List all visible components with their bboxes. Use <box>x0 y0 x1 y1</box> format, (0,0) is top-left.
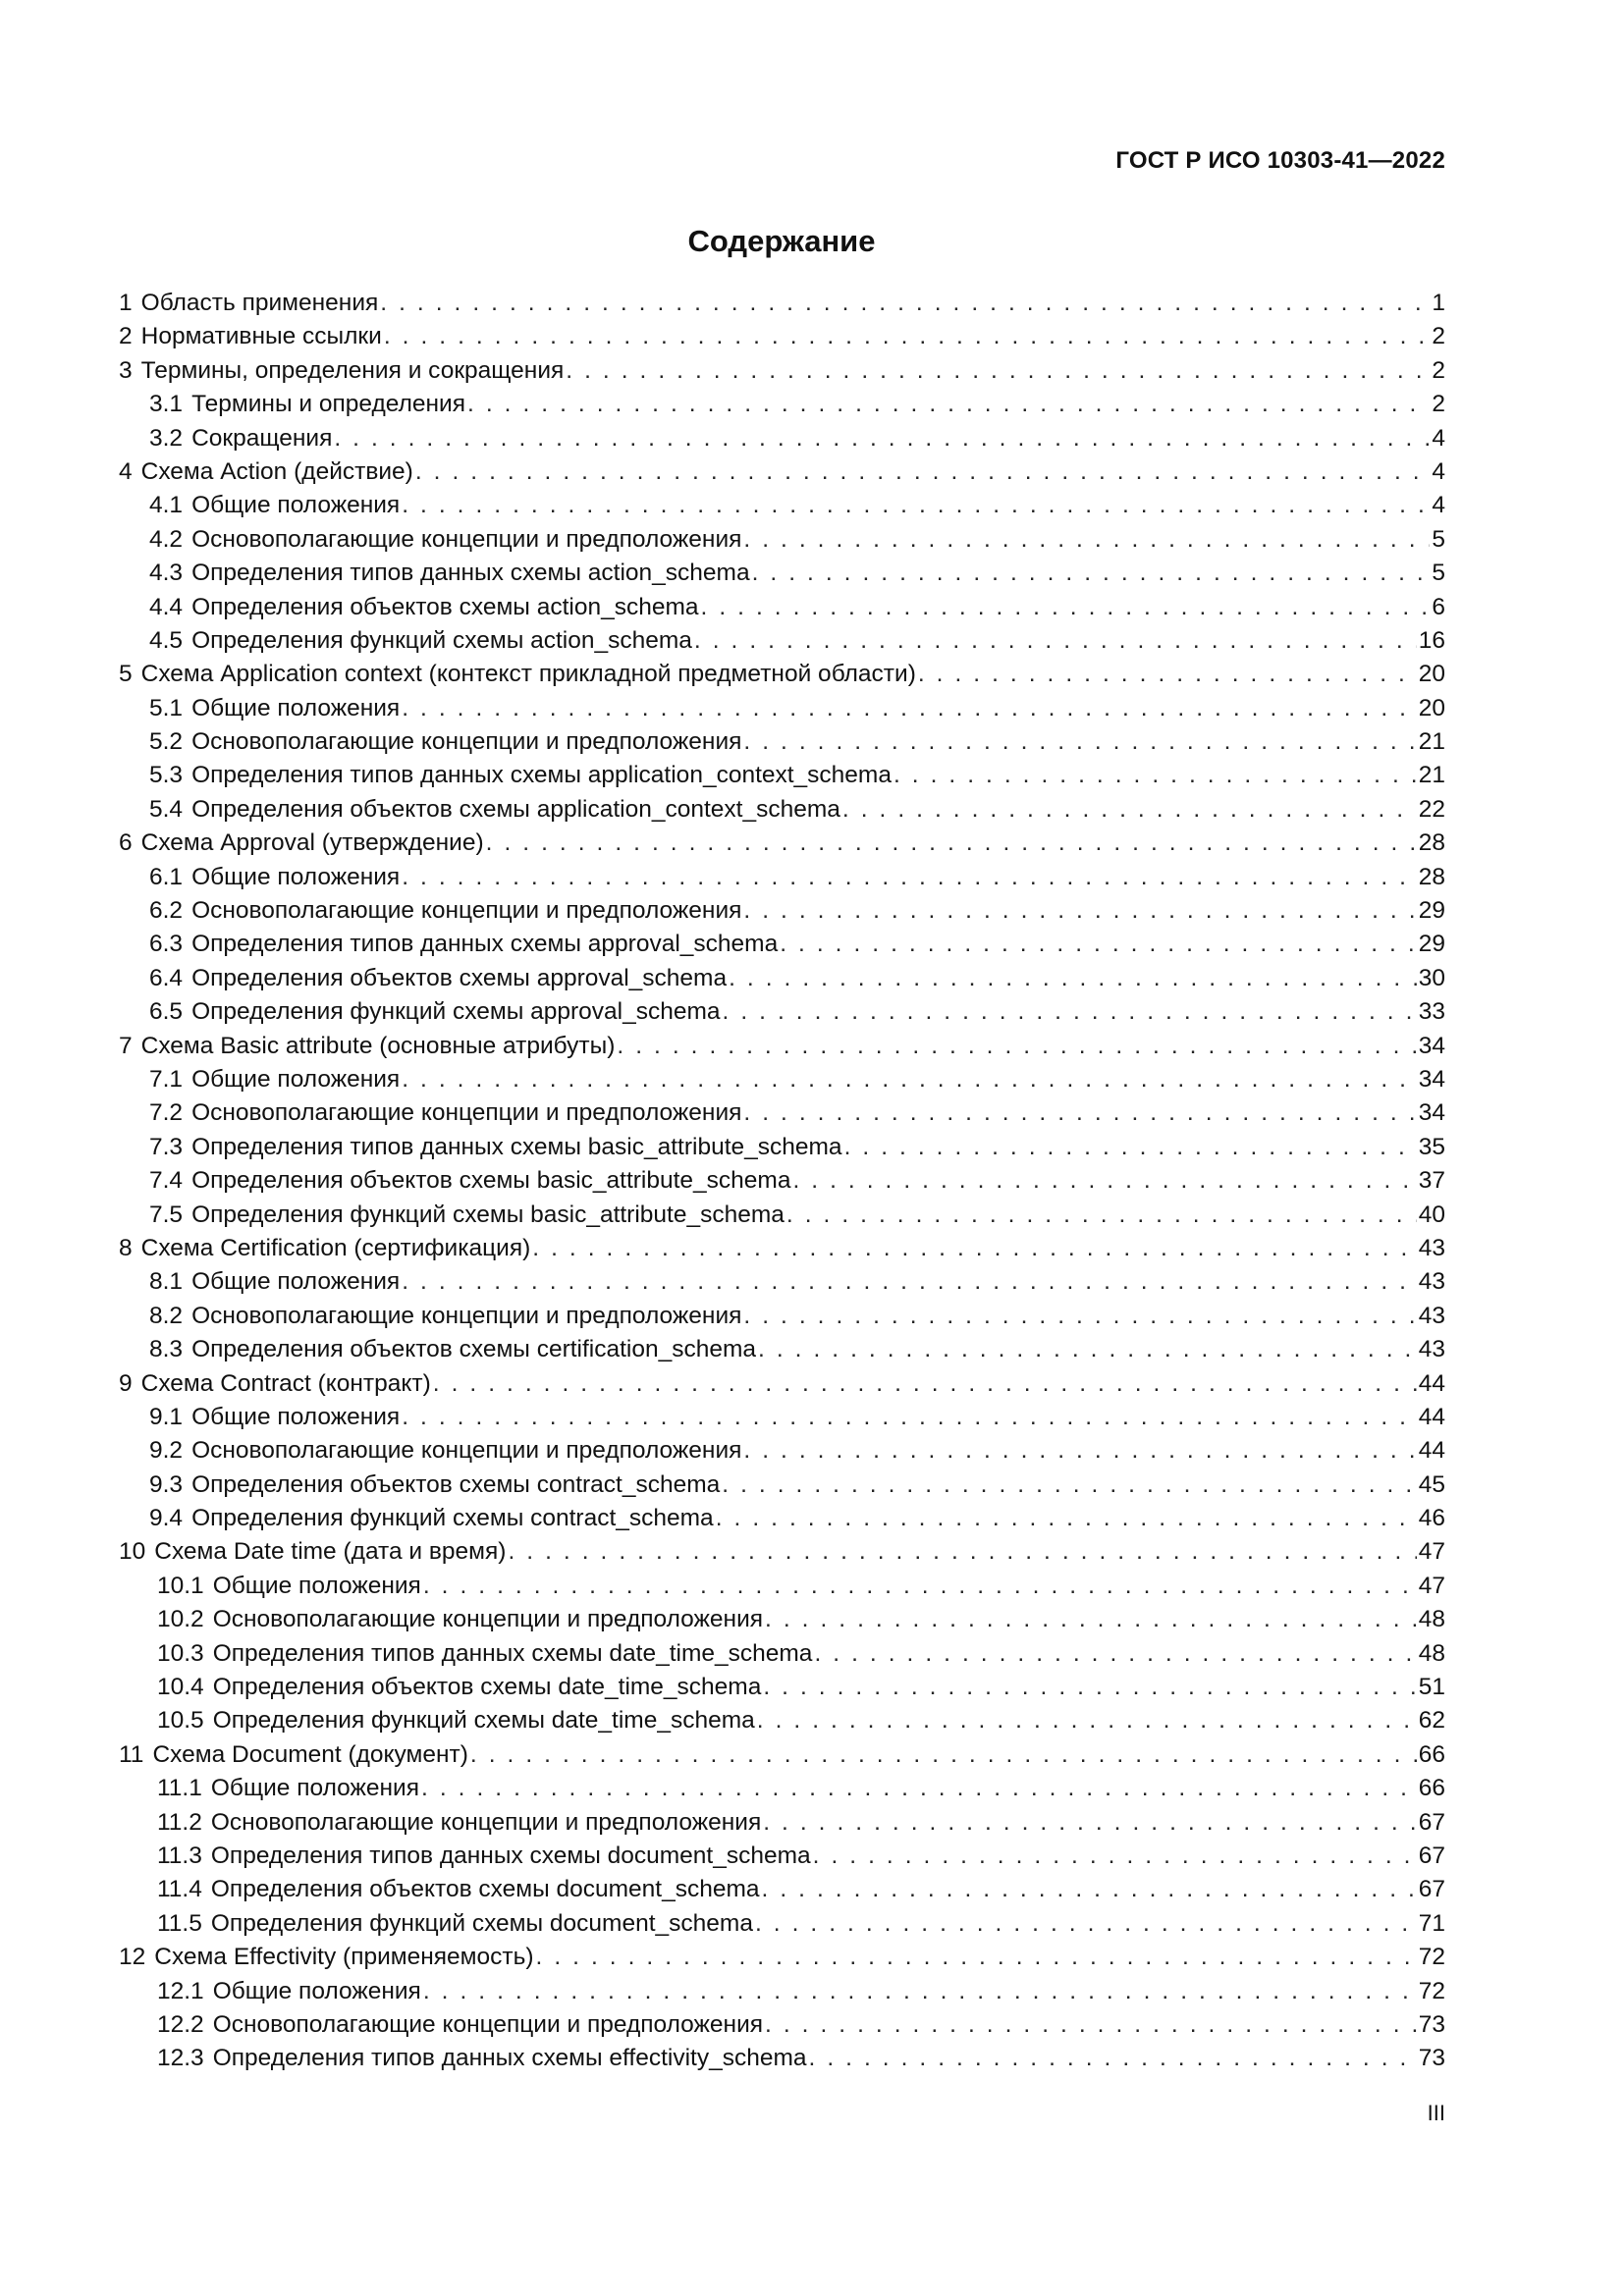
toc-entry[interactable] <box>119 1873 1445 1906</box>
toc-entry-page: 67 <box>1418 1876 1445 1903</box>
toc-entry[interactable] <box>119 2042 1445 2075</box>
toc-entry-title: Термины, определения и сокращения <box>140 356 565 384</box>
toc-entry[interactable] <box>119 1941 1445 1974</box>
toc-entry-title: Схема Contract (контракт) <box>140 1369 431 1397</box>
toc-entry-number: 12.3 <box>157 2045 204 2072</box>
toc-entry-page: 28 <box>1418 829 1445 857</box>
dot-leader <box>433 1367 1417 1401</box>
toc-entry-title: Основополагающие концепции и предположения <box>191 525 742 553</box>
toc-entry[interactable] <box>119 1502 1445 1535</box>
toc-entry-title: Определения функций схемы contract_schema <box>191 1505 714 1532</box>
toc-entry-title: Общие положения <box>191 694 401 721</box>
toc-entry-number: 7.2 <box>149 1099 184 1127</box>
toc-entry-page: 30 <box>1418 964 1445 991</box>
toc-entry-page: 43 <box>1418 1302 1445 1329</box>
toc-entry-page: 67 <box>1418 1842 1445 1869</box>
toc-entry-number: 5.4 <box>149 795 184 823</box>
dot-leader <box>415 455 1431 489</box>
toc-entry-title: Основополагающие концепции и предположения <box>191 1437 742 1465</box>
toc-entry-page: 4 <box>1432 424 1445 452</box>
toc-entry-title: Определения функций схемы date_time_schema <box>212 1707 755 1735</box>
toc-entry-page: 66 <box>1418 1740 1445 1768</box>
dot-leader <box>723 995 1417 1029</box>
toc-entry-page: 1 <box>1432 290 1445 316</box>
toc-entry[interactable] <box>119 928 1445 961</box>
toc-entry-title: Основополагающие концепции и предположения <box>191 728 742 756</box>
toc-list <box>119 287 1445 2076</box>
toc-entry-title: Определения типов данных схемы date_time_schema <box>212 1639 813 1667</box>
dot-leader <box>758 1333 1417 1366</box>
toc-entry-title: Термины и определения <box>191 391 465 418</box>
dot-leader <box>743 1300 1416 1333</box>
dot-leader <box>755 1907 1417 1941</box>
toc-entry-page: 48 <box>1418 1606 1445 1633</box>
dot-leader <box>423 1975 1417 2008</box>
toc-entry-page: 16 <box>1418 626 1445 654</box>
toc-entry-title: Определения типов данных схемы approval_schema <box>191 931 779 958</box>
toc-entry-page: 6 <box>1432 593 1445 620</box>
dot-leader <box>893 759 1417 792</box>
dot-leader <box>743 725 1416 759</box>
toc-entry[interactable] <box>119 591 1445 624</box>
dot-leader <box>701 591 1431 624</box>
toc-entry-number: 5.3 <box>149 762 184 789</box>
dot-leader <box>765 1603 1417 1636</box>
toc-entry-number: 9.4 <box>149 1505 184 1532</box>
toc-entry-number: 8 <box>119 1234 133 1261</box>
dot-leader <box>402 1265 1417 1299</box>
dot-leader <box>402 692 1417 725</box>
toc-entry-number: 12 <box>119 1944 146 1971</box>
toc-entry-number: 6 <box>119 829 133 857</box>
toc-entry-number: 7.5 <box>149 1201 184 1228</box>
toc-entry[interactable] <box>119 793 1445 827</box>
toc-entry-page: 34 <box>1418 1065 1445 1093</box>
dot-leader <box>694 624 1417 658</box>
dot-leader <box>566 354 1430 388</box>
toc-entry[interactable] <box>119 1300 1445 1333</box>
toc-entry-title: Определения объектов схемы contract_schema <box>191 1470 721 1498</box>
toc-entry-number: 4.2 <box>149 525 184 553</box>
toc-entry-number: 4.4 <box>149 593 184 620</box>
toc-entry-title: Определения объектов схемы document_schema <box>210 1876 760 1903</box>
toc-entry-page: 28 <box>1418 863 1445 890</box>
toc-entry-title: Основополагающие концепции и предположения <box>210 1808 762 1836</box>
toc-entry-page: 2 <box>1432 323 1445 350</box>
dot-leader <box>423 1570 1417 1603</box>
toc-entry[interactable] <box>119 1367 1445 1401</box>
toc-entry-title: Схема Document (документ) <box>152 1740 468 1768</box>
dot-leader <box>470 1738 1417 1772</box>
dot-leader <box>402 1063 1417 1096</box>
toc-entry-title: Общие положения <box>212 1572 421 1599</box>
toc-entry[interactable] <box>119 1772 1445 1805</box>
toc-entry-number: 9 <box>119 1369 133 1397</box>
toc-entry-title: Определения объектов схемы action_schema <box>191 593 699 620</box>
toc-entry-title: Общие положения <box>212 1977 421 2004</box>
toc-entry[interactable] <box>119 962 1445 995</box>
toc-entry-number: 6.4 <box>149 964 184 991</box>
toc-entry-page: 21 <box>1418 728 1445 756</box>
toc-entry-title: Нормативные ссылки <box>140 323 382 350</box>
toc-entry-number: 6.1 <box>149 863 184 890</box>
toc-entry-title: Основополагающие концепции и предположения <box>191 897 742 925</box>
toc-entry-number: 6.5 <box>149 998 184 1026</box>
toc-entry-number: 10.2 <box>157 1606 204 1633</box>
dot-leader <box>532 1232 1416 1265</box>
toc-entry-title: Определения типов данных схемы effectivity_schema <box>212 2045 807 2072</box>
toc-entry[interactable] <box>119 1401 1445 1434</box>
toc-entry-title: Определения объектов схемы certification_schema <box>191 1336 757 1363</box>
toc-entry-number: 5.2 <box>149 728 184 756</box>
toc-entry[interactable] <box>119 1907 1445 1941</box>
toc-entry-page: 33 <box>1418 998 1445 1026</box>
toc-entry-title: Определения функций схемы document_schema <box>210 1909 753 1937</box>
dot-leader <box>334 422 1430 455</box>
dot-leader <box>402 861 1417 894</box>
dot-leader <box>743 1096 1416 1130</box>
toc-entry[interactable] <box>119 759 1445 792</box>
dot-leader <box>508 1535 1416 1569</box>
toc-entry-page: 43 <box>1418 1268 1445 1296</box>
dot-leader <box>716 1502 1417 1535</box>
dot-leader <box>384 320 1431 353</box>
toc-entry-number: 8.3 <box>149 1336 184 1363</box>
toc-entry-page: 2 <box>1432 356 1445 384</box>
toc-entry[interactable] <box>119 354 1445 388</box>
toc-entry-title: Схема Date time (дата и время) <box>154 1538 507 1566</box>
toc-entry-title: Схема Basic attribute (основные атрибуты) <box>140 1032 616 1059</box>
toc-entry-number: 12.2 <box>157 2010 204 2038</box>
toc-entry[interactable] <box>119 388 1445 421</box>
toc-entry-page: 5 <box>1432 560 1445 587</box>
toc-entry-title: Основополагающие концепции и предположения <box>191 1099 742 1127</box>
toc-entry-page: 73 <box>1418 2010 1445 2038</box>
toc-entry-number: 3 <box>119 356 133 384</box>
dot-leader <box>617 1030 1416 1063</box>
toc-entry-title: Определения объектов схемы approval_schema <box>191 964 728 991</box>
toc-entry-number: 6.3 <box>149 931 184 958</box>
toc-entry-number: 7.4 <box>149 1167 184 1195</box>
toc-entry-number: 11.5 <box>157 1909 202 1937</box>
toc-entry-number: 10.1 <box>157 1572 204 1599</box>
dot-leader <box>402 489 1430 522</box>
dot-leader <box>762 1873 1417 1906</box>
toc-entry-page: 37 <box>1418 1167 1445 1195</box>
toc-entry-page: 71 <box>1418 1909 1445 1937</box>
toc-entry-page: 44 <box>1418 1403 1445 1430</box>
toc-entry-page: 34 <box>1418 1032 1445 1059</box>
toc-entry-number: 10.3 <box>157 1639 204 1667</box>
toc-entry[interactable] <box>119 523 1445 557</box>
toc-entry-number: 6.2 <box>149 897 184 925</box>
dot-leader <box>752 557 1431 590</box>
toc-entry[interactable] <box>119 1840 1445 1873</box>
toc-entry-number: 1 <box>119 290 133 316</box>
toc-entry[interactable] <box>119 1199 1445 1232</box>
toc-entry-number: 10.4 <box>157 1674 204 1701</box>
toc-entry[interactable] <box>119 1030 1445 1063</box>
toc-entry-page: 44 <box>1418 1369 1445 1397</box>
dot-leader <box>757 1704 1417 1737</box>
toc-entry-page: 43 <box>1418 1234 1445 1261</box>
toc-entry-number: 11.3 <box>157 1842 202 1869</box>
toc-entry-number: 7.1 <box>149 1065 184 1093</box>
toc-entry-number: 3.1 <box>149 391 184 418</box>
toc-entry-number: 4.1 <box>149 492 184 519</box>
toc-entry[interactable] <box>119 624 1445 658</box>
dot-leader <box>809 2042 1417 2075</box>
toc-entry-page: 72 <box>1418 1944 1445 1971</box>
toc-entry-page: 20 <box>1418 661 1445 688</box>
dot-leader <box>402 1401 1417 1434</box>
toc-entry-title: Основополагающие концепции и предположения <box>191 1302 742 1329</box>
toc-entry-page: 48 <box>1418 1639 1445 1667</box>
dot-leader <box>814 1637 1416 1671</box>
toc-entry-page: 29 <box>1418 931 1445 958</box>
toc-entry-title: Определения типов данных схемы action_schema <box>191 560 750 587</box>
toc-entry-number: 9.3 <box>149 1470 184 1498</box>
toc-entry-title: Область применения <box>140 290 379 316</box>
toc-entry[interactable] <box>119 1232 1445 1265</box>
toc-entry-title: Общие положения <box>191 1403 401 1430</box>
toc-entry-number: 3.2 <box>149 424 184 452</box>
toc-entry-title: Схема Action (действие) <box>140 457 413 485</box>
toc-entry-number: 9.2 <box>149 1437 184 1465</box>
toc-entry-number: 5.1 <box>149 694 184 721</box>
toc-entry-title: Определения объектов схемы date_time_schema <box>212 1674 762 1701</box>
toc-entry[interactable] <box>119 1164 1445 1198</box>
toc-entry-number: 4.3 <box>149 560 184 587</box>
toc-entry[interactable] <box>119 287 1445 320</box>
toc-entry-number: 7.3 <box>149 1133 184 1160</box>
toc-entry-number: 10.5 <box>157 1707 204 1735</box>
toc-entry-title: Основополагающие концепции и предположения <box>212 1606 764 1633</box>
toc-entry-page: 34 <box>1418 1099 1445 1127</box>
toc-entry-title: Общие положения <box>210 1775 420 1802</box>
toc-entry-number: 8.2 <box>149 1302 184 1329</box>
toc-entry[interactable] <box>119 1434 1445 1468</box>
toc-entry-title: Схема Application context (контекст прикладной предметной области) <box>140 661 916 688</box>
toc-entry-title: Определения объектов схемы basic_attribute_schema <box>191 1167 791 1195</box>
dot-leader <box>380 287 1430 320</box>
toc-entry-page: 21 <box>1418 762 1445 789</box>
toc-entry-page: 2 <box>1432 391 1445 418</box>
dot-leader <box>844 1131 1417 1164</box>
dot-leader <box>763 1671 1416 1704</box>
toc-entry[interactable] <box>119 1603 1445 1636</box>
toc-entry-page: 47 <box>1418 1538 1445 1566</box>
toc-entry[interactable] <box>119 995 1445 1029</box>
toc-entry-number: 2 <box>119 323 133 350</box>
dot-leader <box>780 928 1417 961</box>
toc-entry[interactable] <box>119 1637 1445 1671</box>
toc-entry-title: Общие положения <box>191 863 401 890</box>
toc-entry[interactable] <box>119 1975 1445 2008</box>
toc-entry-page: 62 <box>1418 1707 1445 1735</box>
toc-entry-title: Определения типов данных схемы document_schema <box>210 1842 811 1869</box>
toc-entry[interactable] <box>119 861 1445 894</box>
dot-leader <box>722 1468 1416 1502</box>
toc-entry[interactable] <box>119 1468 1445 1502</box>
dot-leader <box>763 1806 1417 1840</box>
toc-entry[interactable] <box>119 1131 1445 1164</box>
toc-entry-number: 4 <box>119 457 133 485</box>
toc-entry-page: 35 <box>1418 1133 1445 1160</box>
dot-leader <box>765 2008 1417 2042</box>
toc-entry-page: 45 <box>1418 1470 1445 1498</box>
dot-leader <box>792 1164 1416 1198</box>
toc-entry-page: 66 <box>1418 1775 1445 1802</box>
dot-leader <box>486 827 1417 860</box>
toc-entry-page: 4 <box>1432 492 1445 519</box>
toc-entry[interactable] <box>119 422 1445 455</box>
toc-entry-page: 4 <box>1432 457 1445 485</box>
toc-entry-title: Определения типов данных схемы basic_attribute_schema <box>191 1133 842 1160</box>
toc-entry-page: 47 <box>1418 1572 1445 1599</box>
toc-entry-title: Определения функций схемы approval_schema <box>191 998 721 1026</box>
toc-entry[interactable] <box>119 692 1445 725</box>
dot-leader <box>536 1941 1417 1974</box>
dot-leader <box>918 658 1417 691</box>
toc-entry-page: 73 <box>1418 2045 1445 2072</box>
toc-entry[interactable] <box>119 1333 1445 1366</box>
toc-entry-title: Схема Effectivity (применяемость) <box>154 1944 534 1971</box>
toc-entry-page: 67 <box>1418 1808 1445 1836</box>
dot-leader <box>467 388 1430 421</box>
toc-entry-title: Сокращения <box>191 424 333 452</box>
toc-entry[interactable] <box>119 1535 1445 1569</box>
toc-entry[interactable] <box>119 1063 1445 1096</box>
toc-entry-number: 7 <box>119 1032 133 1059</box>
toc-entry-number: 10 <box>119 1538 146 1566</box>
toc-entry-number: 4.5 <box>149 626 184 654</box>
dot-leader <box>421 1772 1417 1805</box>
toc-entry-number: 11 <box>119 1740 144 1768</box>
toc-entry[interactable] <box>119 489 1445 522</box>
toc-entry[interactable] <box>119 725 1445 759</box>
toc-entry-title: Общие положения <box>191 492 401 519</box>
toc-entry[interactable] <box>119 320 1445 353</box>
toc-entry-title: Определения объектов схемы application_context_schema <box>191 795 840 823</box>
toc-entry-number: 12.1 <box>157 1977 204 2004</box>
toc-entry[interactable] <box>119 1096 1445 1130</box>
toc-entry-title: Схема Certification (сертификация) <box>140 1234 531 1261</box>
toc-entry[interactable] <box>119 1738 1445 1772</box>
toc-entry-page: 44 <box>1418 1437 1445 1465</box>
toc-entry-number: 9.1 <box>149 1403 184 1430</box>
dot-leader <box>813 1840 1417 1873</box>
toc-title: Содержание <box>687 224 876 258</box>
dot-leader <box>743 1434 1416 1468</box>
toc-entry-page: 20 <box>1418 694 1445 721</box>
toc-entry-title: Общие положения <box>191 1065 401 1093</box>
dot-leader <box>842 793 1417 827</box>
toc-entry-page: 5 <box>1432 525 1445 553</box>
dot-leader <box>786 1199 1417 1232</box>
toc-entry[interactable] <box>119 894 1445 928</box>
toc-entry[interactable] <box>119 658 1445 691</box>
toc-entry-page: 22 <box>1418 795 1445 823</box>
toc-entry[interactable] <box>119 455 1445 489</box>
toc-entry-title: Определения функций схемы basic_attribute_schema <box>191 1201 785 1228</box>
page-folio: III <box>1427 2101 1445 2125</box>
document-code: ГОСТ Р ИСО 10303-41—2022 <box>1115 147 1445 174</box>
toc-entry[interactable] <box>119 1265 1445 1299</box>
toc-entry[interactable] <box>119 1704 1445 1737</box>
dot-leader <box>743 523 1430 557</box>
toc-entry[interactable] <box>119 2008 1445 2042</box>
toc-entry[interactable] <box>119 827 1445 860</box>
toc-entry-title: Общие положения <box>191 1268 401 1296</box>
toc-entry-page: 46 <box>1418 1505 1445 1532</box>
toc-entry[interactable] <box>119 1570 1445 1603</box>
dot-leader <box>729 962 1417 995</box>
toc-entry-number: 11.2 <box>157 1808 202 1836</box>
toc-entry-number: 11.4 <box>157 1876 202 1903</box>
toc-entry-page: 72 <box>1418 1977 1445 2004</box>
toc-entry[interactable] <box>119 557 1445 590</box>
dot-leader <box>743 894 1416 928</box>
toc-entry-page: 40 <box>1418 1201 1445 1228</box>
toc-entry[interactable] <box>119 1671 1445 1704</box>
toc-entry[interactable] <box>119 1806 1445 1840</box>
toc-entry-title: Определения функций схемы action_schema <box>191 626 692 654</box>
toc-entry-number: 8.1 <box>149 1268 184 1296</box>
toc-entry-number: 11.1 <box>157 1775 202 1802</box>
toc-entry-title: Схема Approval (утверждение) <box>140 829 484 857</box>
toc-entry-page: 51 <box>1418 1674 1445 1701</box>
toc-entry-page: 43 <box>1418 1336 1445 1363</box>
toc-entry-title: Определения типов данных схемы application_context_schema <box>191 762 892 789</box>
toc-entry-title: Основополагающие концепции и предположения <box>212 2010 764 2038</box>
toc-entry-number: 5 <box>119 661 133 688</box>
toc-entry-page: 29 <box>1418 897 1445 925</box>
